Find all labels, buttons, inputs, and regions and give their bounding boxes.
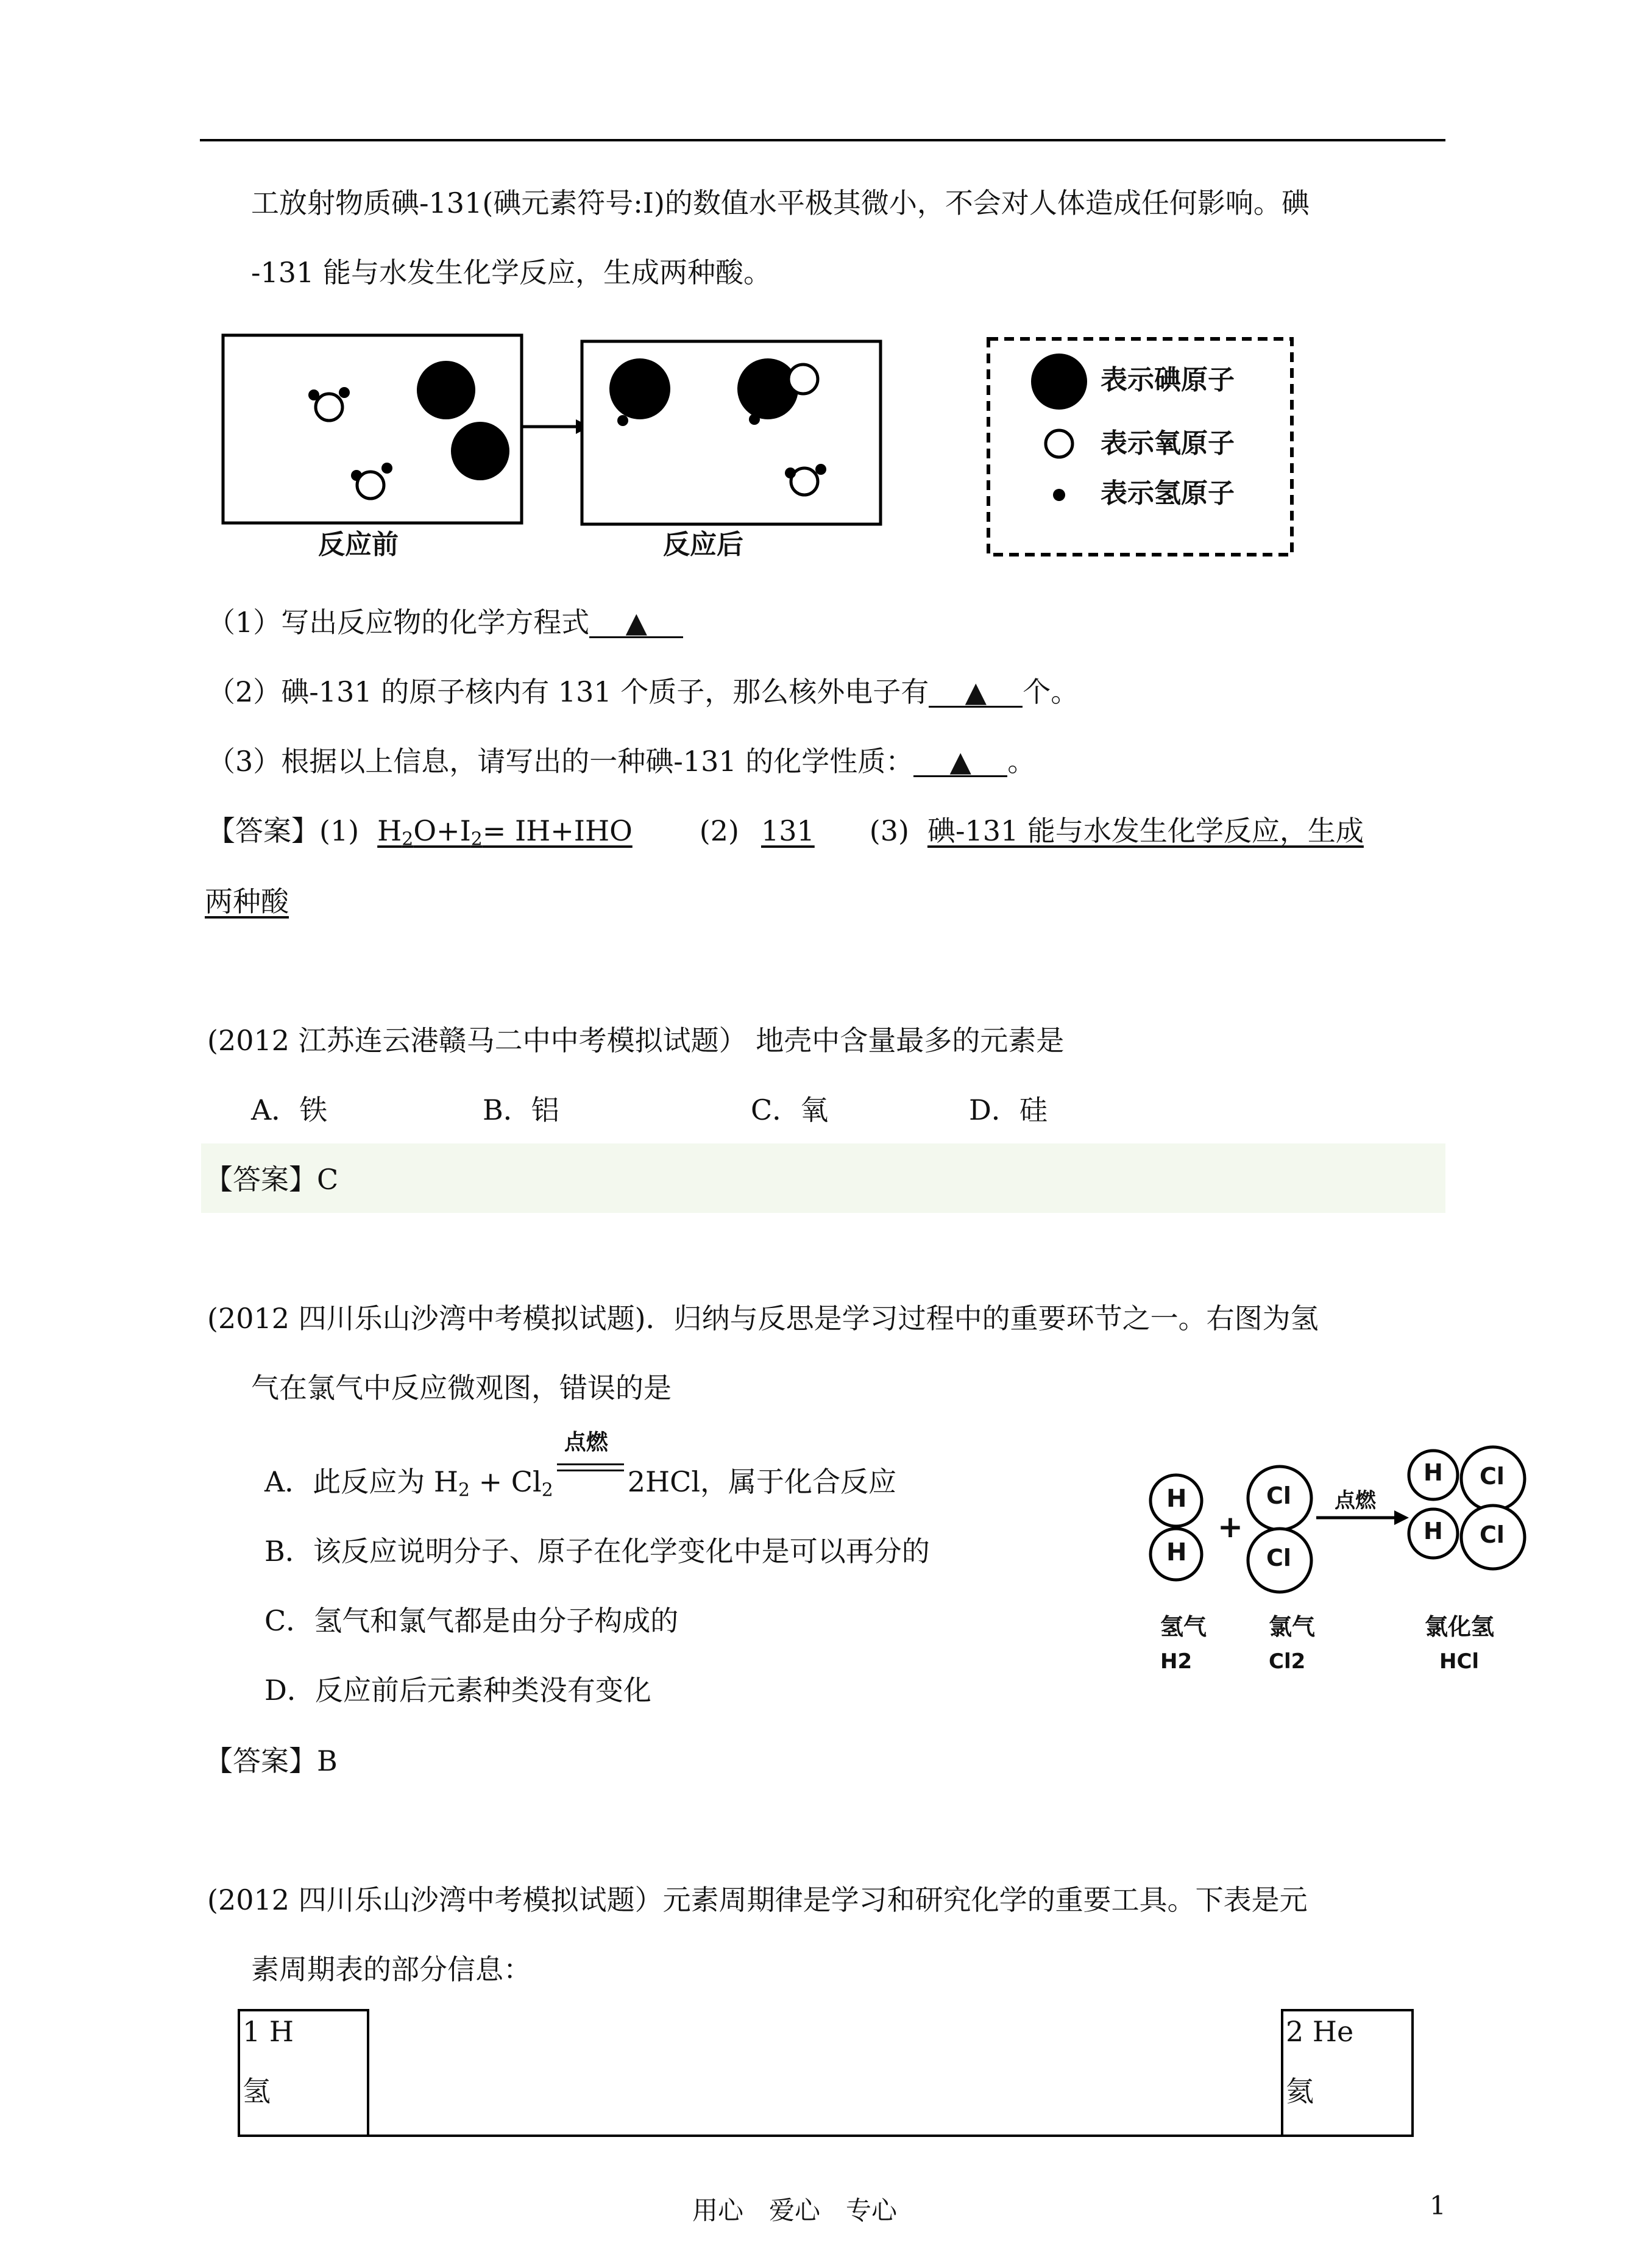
q1-answer-2: 131 (760, 814, 815, 847)
before-label: 反应前 (318, 529, 399, 560)
hcl-reaction-diagram (1133, 1445, 1554, 1688)
q1-part1-blank: ▲ (589, 608, 683, 638)
hcl-cl-1: Cl (1480, 1463, 1505, 1490)
q1-part3-blank: ▲ (913, 747, 1007, 777)
q3-option-a: A．此反应为 $H_2 + Cl_2$ 点燃 2HCl，属于化合反应 (264, 1429, 897, 1501)
page-number: 1 (1430, 2191, 1446, 2220)
q4-stem-line1: (2012 四川乐山沙湾中考模拟试题）元素周期律是学习和研究化学的重要工具。下表是元 (207, 1883, 1308, 1916)
iodine-reaction-figure (219, 329, 1298, 573)
q2-option-c: C．氧 (751, 1093, 829, 1126)
q3-option-d: D．反应前后元素种类没有变化 (264, 1674, 651, 1707)
formula-cl2: Cl2 (1269, 1649, 1306, 1674)
legend-oxygen: 表示氧原子 (1101, 428, 1235, 459)
table-bottom-line (369, 2135, 1283, 2137)
arrow-condition: 点燃 (1335, 1488, 1376, 1513)
cl-atom-2: Cl (1266, 1545, 1291, 1571)
element-cell-he (1281, 2009, 1414, 2137)
q1-answer-equation: $H_2O+I_2= IH+IHO$ (377, 814, 633, 850)
name-chlorine: 氯气 (1269, 1613, 1316, 1640)
hcl-h-2: H (1424, 1518, 1443, 1545)
element-h-name: 氢 (243, 2075, 271, 2108)
cl-atom-1: Cl (1266, 1482, 1291, 1509)
formula-hcl: HCl (1439, 1649, 1480, 1674)
q3-stem-line1: (2012 四川乐山沙湾中考模拟试题)．归纳与反思是学习过程中的重要环节之一。右图为氢 (207, 1302, 1319, 1335)
h-atom-2: H (1166, 1538, 1187, 1566)
q2-answer: 【答案】C (205, 1163, 339, 1196)
formula-h2: H2 (1160, 1649, 1193, 1674)
q1-part3: （3）根据以上信息，请写出的一种碘-131 的化学性质： ▲ 。 (207, 745, 1036, 778)
intro-line-2: -131 能与水发生化学反应，生成两种酸。 (251, 256, 771, 289)
q2-option-b: B．铝 (483, 1093, 559, 1126)
hcl-h-1: H (1424, 1459, 1443, 1486)
footer-motto: 用心 爱心 专心 (692, 2195, 898, 2225)
element-he-name: 氦 (1286, 2075, 1314, 2108)
q1-part2: （2）碘-131 的原子核内有 131 个质子，那么核外电子有 ▲ 个。 (207, 675, 1079, 708)
q1-answer-3-line1: 碘-131 能与水发生化学反应，生成 (927, 814, 1364, 847)
name-hydrogen: 氢气 (1160, 1613, 1207, 1640)
element-cell-h (238, 2009, 369, 2137)
q3-stem-line2: 气在氯气中反应微观图，错误的是 (251, 1371, 672, 1404)
header-rule (200, 139, 1445, 141)
q2-stem: (2012 江苏连云港赣马二中中考模拟试题） 地壳中含量最多的元素是 (207, 1024, 1065, 1057)
element-h-symbol: 1 H (243, 2015, 294, 2048)
plus-sign: + (1218, 1509, 1243, 1545)
q3-option-b: B．该反应说明分子、原子在化学变化中是可以再分的 (264, 1535, 930, 1568)
q1-answer: 【答案】(1) $H_2O+I_2= IH+IHO$ (2) 131 (3) 碘-131 能与水发生化学反应，生成 (207, 814, 1364, 850)
q2-option-a: A．铁 (251, 1093, 328, 1126)
intro-line-1: 工放射物质碘-131(碘元素符号:I)的数值水平极其微小，不会对人体造成任何影响。碘 (251, 187, 1310, 219)
legend-hydrogen: 表示氢原子 (1101, 478, 1235, 509)
q2-option-d: D．硅 (969, 1093, 1048, 1126)
element-he-symbol: 2 He (1286, 2015, 1354, 2048)
q1-answer-3-line2: 两种酸 (205, 885, 289, 918)
q4-stem-line2: 素周期表的部分信息： (251, 1953, 531, 1986)
q1-part1: （1）写出反应物的化学方程式 ▲ (207, 606, 683, 639)
h-atom-1: H (1166, 1485, 1187, 1513)
q1-part2-blank: ▲ (929, 678, 1023, 708)
hcl-cl-2: Cl (1480, 1521, 1505, 1548)
after-label: 反应后 (663, 529, 743, 560)
q3-reaction-condition: 点燃 (557, 1467, 624, 1491)
legend-iodine: 表示碘原子 (1101, 364, 1235, 396)
q2-answer-highlight (201, 1143, 1445, 1213)
q3-option-c: C．氢气和氯气都是由分子构成的 (264, 1604, 679, 1637)
name-hcl: 氯化氢 (1425, 1613, 1495, 1640)
q3-answer: 【答案】B (205, 1744, 338, 1777)
